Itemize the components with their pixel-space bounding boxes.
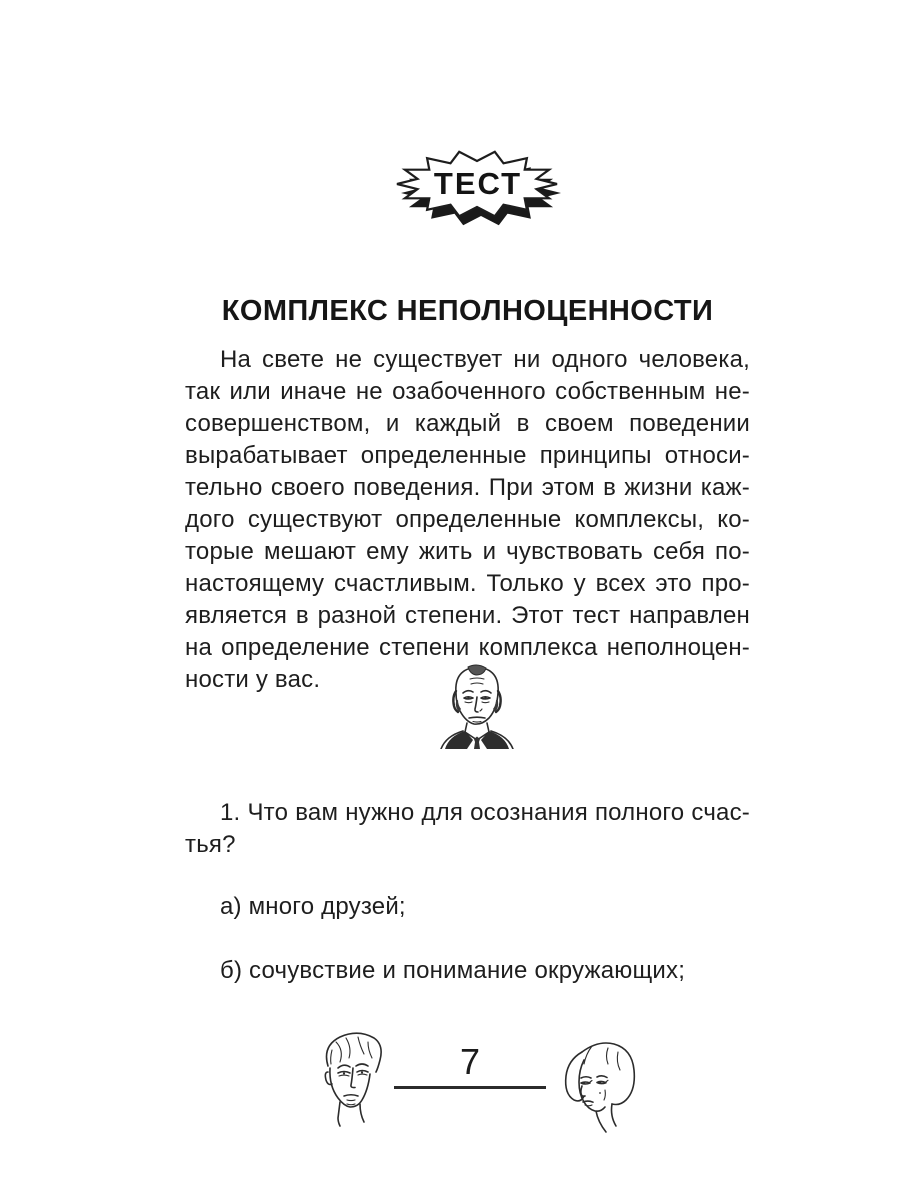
intro-line: на определение степени комплекса неполноцен- — [185, 634, 750, 661]
option-a: а) много друзей; — [220, 893, 406, 920]
intro-line: дого существуют определенные комплексы, ко- — [185, 506, 750, 533]
worried-man-illustration — [437, 661, 517, 749]
footer-rule — [394, 1086, 546, 1089]
sad-man-illustration — [316, 1030, 396, 1130]
question-1 — [185, 797, 750, 861]
intro-line: так или иначе не озабоченного собственным не- — [185, 378, 750, 405]
test-badge-label: ТЕСТ — [433, 166, 523, 201]
intro-line: ности у вас. — [185, 666, 321, 693]
test-badge — [392, 146, 564, 236]
option-b: б) сочувствие и понимание окружающих; — [220, 957, 686, 984]
question-line: 1. Что вам нужно для осознания полного счас- — [220, 799, 750, 826]
page-number: 7 — [459, 1041, 481, 1082]
intro-line: вырабатывает определенные принципы относи- — [185, 442, 750, 469]
intro-paragraph — [185, 344, 750, 696]
intro-line: является в разной степени. Этот тест направлен — [185, 602, 750, 629]
intro-line: настоящему счастливым. Только у всех это про- — [185, 570, 750, 597]
woman-illustration — [548, 1038, 644, 1140]
intro-line: тельно своего поведения. При этом в жизни каж- — [185, 474, 750, 501]
intro-line: торые мешают ему жить и чувствовать себя по- — [185, 538, 750, 565]
page-title: КОМПЛЕКС НЕПОЛНОЦЕННОСТИ — [221, 295, 714, 327]
question-line: тья? — [185, 831, 236, 858]
intro-line: совершенством, и каждый в своем поведении — [185, 410, 750, 437]
intro-line: На свете не существует ни одного человека, — [220, 346, 750, 373]
